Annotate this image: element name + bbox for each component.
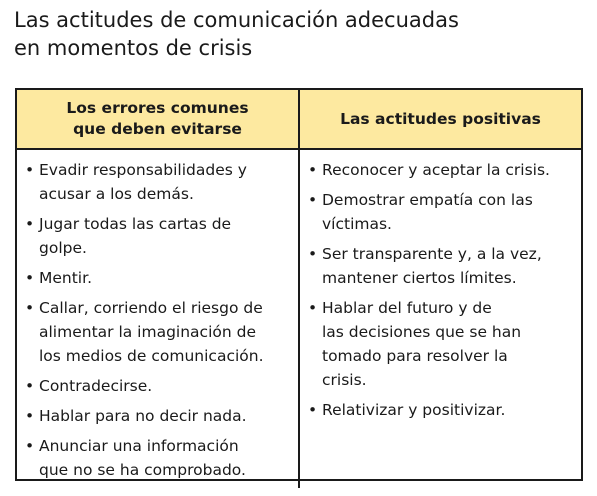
errors-list-item <box>25 434 294 482</box>
errors-list-item <box>25 404 294 428</box>
item-line: las decisiones que se han <box>322 323 522 341</box>
positive-list-item <box>308 398 577 422</box>
item-line: mantener ciertos límites. <box>322 269 517 287</box>
errors-list-item <box>25 212 294 260</box>
header-positive <box>299 90 581 149</box>
bullet: • <box>25 161 35 179</box>
bullet: • <box>25 215 35 233</box>
item-line: Hablar para no decir nada. <box>39 407 247 425</box>
bullet: • <box>308 191 318 209</box>
positive-list-item <box>308 158 577 182</box>
comparison-table <box>15 88 583 481</box>
header-errors-line-2: que deben evitarse <box>73 120 242 138</box>
errors-list-item <box>25 296 294 368</box>
bullet: • <box>308 245 318 263</box>
header-errors <box>17 90 299 149</box>
item-line: víctimas. <box>322 215 392 233</box>
table-header-row <box>17 90 581 149</box>
errors-list <box>25 158 294 482</box>
item-line: crisis. <box>322 371 367 389</box>
item-line: alimentar la imaginación de <box>39 323 256 341</box>
bullet: • <box>25 299 35 317</box>
errors-list-item <box>25 374 294 398</box>
bullet: • <box>25 437 35 455</box>
bullet: • <box>25 377 35 395</box>
item-line: Jugar todas las cartas de <box>39 215 232 233</box>
header-positive-line-1: Las actitudes positivas <box>340 109 541 128</box>
positive-list-item <box>308 188 577 236</box>
item-line: Hablar del futuro y de <box>322 299 492 317</box>
item-line: los medios de comunicación. <box>39 347 264 365</box>
positive-list-item <box>308 296 577 392</box>
item-line: tomado para resolver la <box>322 347 508 365</box>
errors-list-item <box>25 266 294 290</box>
item-line: que no se ha comprobado. <box>39 461 246 479</box>
errors-list-item <box>25 158 294 206</box>
title-line-2: en momentos de crisis <box>14 36 253 60</box>
bullet: • <box>308 401 318 419</box>
errors-column <box>17 149 299 488</box>
positive-list <box>308 158 577 422</box>
page-title <box>14 6 574 62</box>
table-body-row <box>17 149 581 488</box>
comparison-table-grid <box>17 90 581 488</box>
item-line: Callar, corriendo el riesgo de <box>39 299 263 317</box>
bullet: • <box>25 269 35 287</box>
header-errors-line-1: Los errores comunes <box>66 99 249 117</box>
item-line: Evadir responsabilidades y <box>39 161 247 179</box>
item-line: Demostrar empatía con las <box>322 191 533 209</box>
title-line-1: Las actitudes de comunicación adecuadas <box>14 8 459 32</box>
item-line: Ser transparente y, a la vez, <box>322 245 542 263</box>
item-line: Anunciar una información <box>39 437 239 455</box>
bullet: • <box>25 407 35 425</box>
item-line: Mentir. <box>39 269 92 287</box>
positive-list-item <box>308 242 577 290</box>
item-line: acusar a los demás. <box>39 185 194 203</box>
positive-column <box>299 149 581 488</box>
item-line: Relativizar y positivizar. <box>322 401 506 419</box>
item-line: golpe. <box>39 239 87 257</box>
item-line: Reconocer y aceptar la crisis. <box>322 161 550 179</box>
bullet: • <box>308 161 318 179</box>
bullet: • <box>308 299 318 317</box>
item-line: Contradecirse. <box>39 377 153 395</box>
